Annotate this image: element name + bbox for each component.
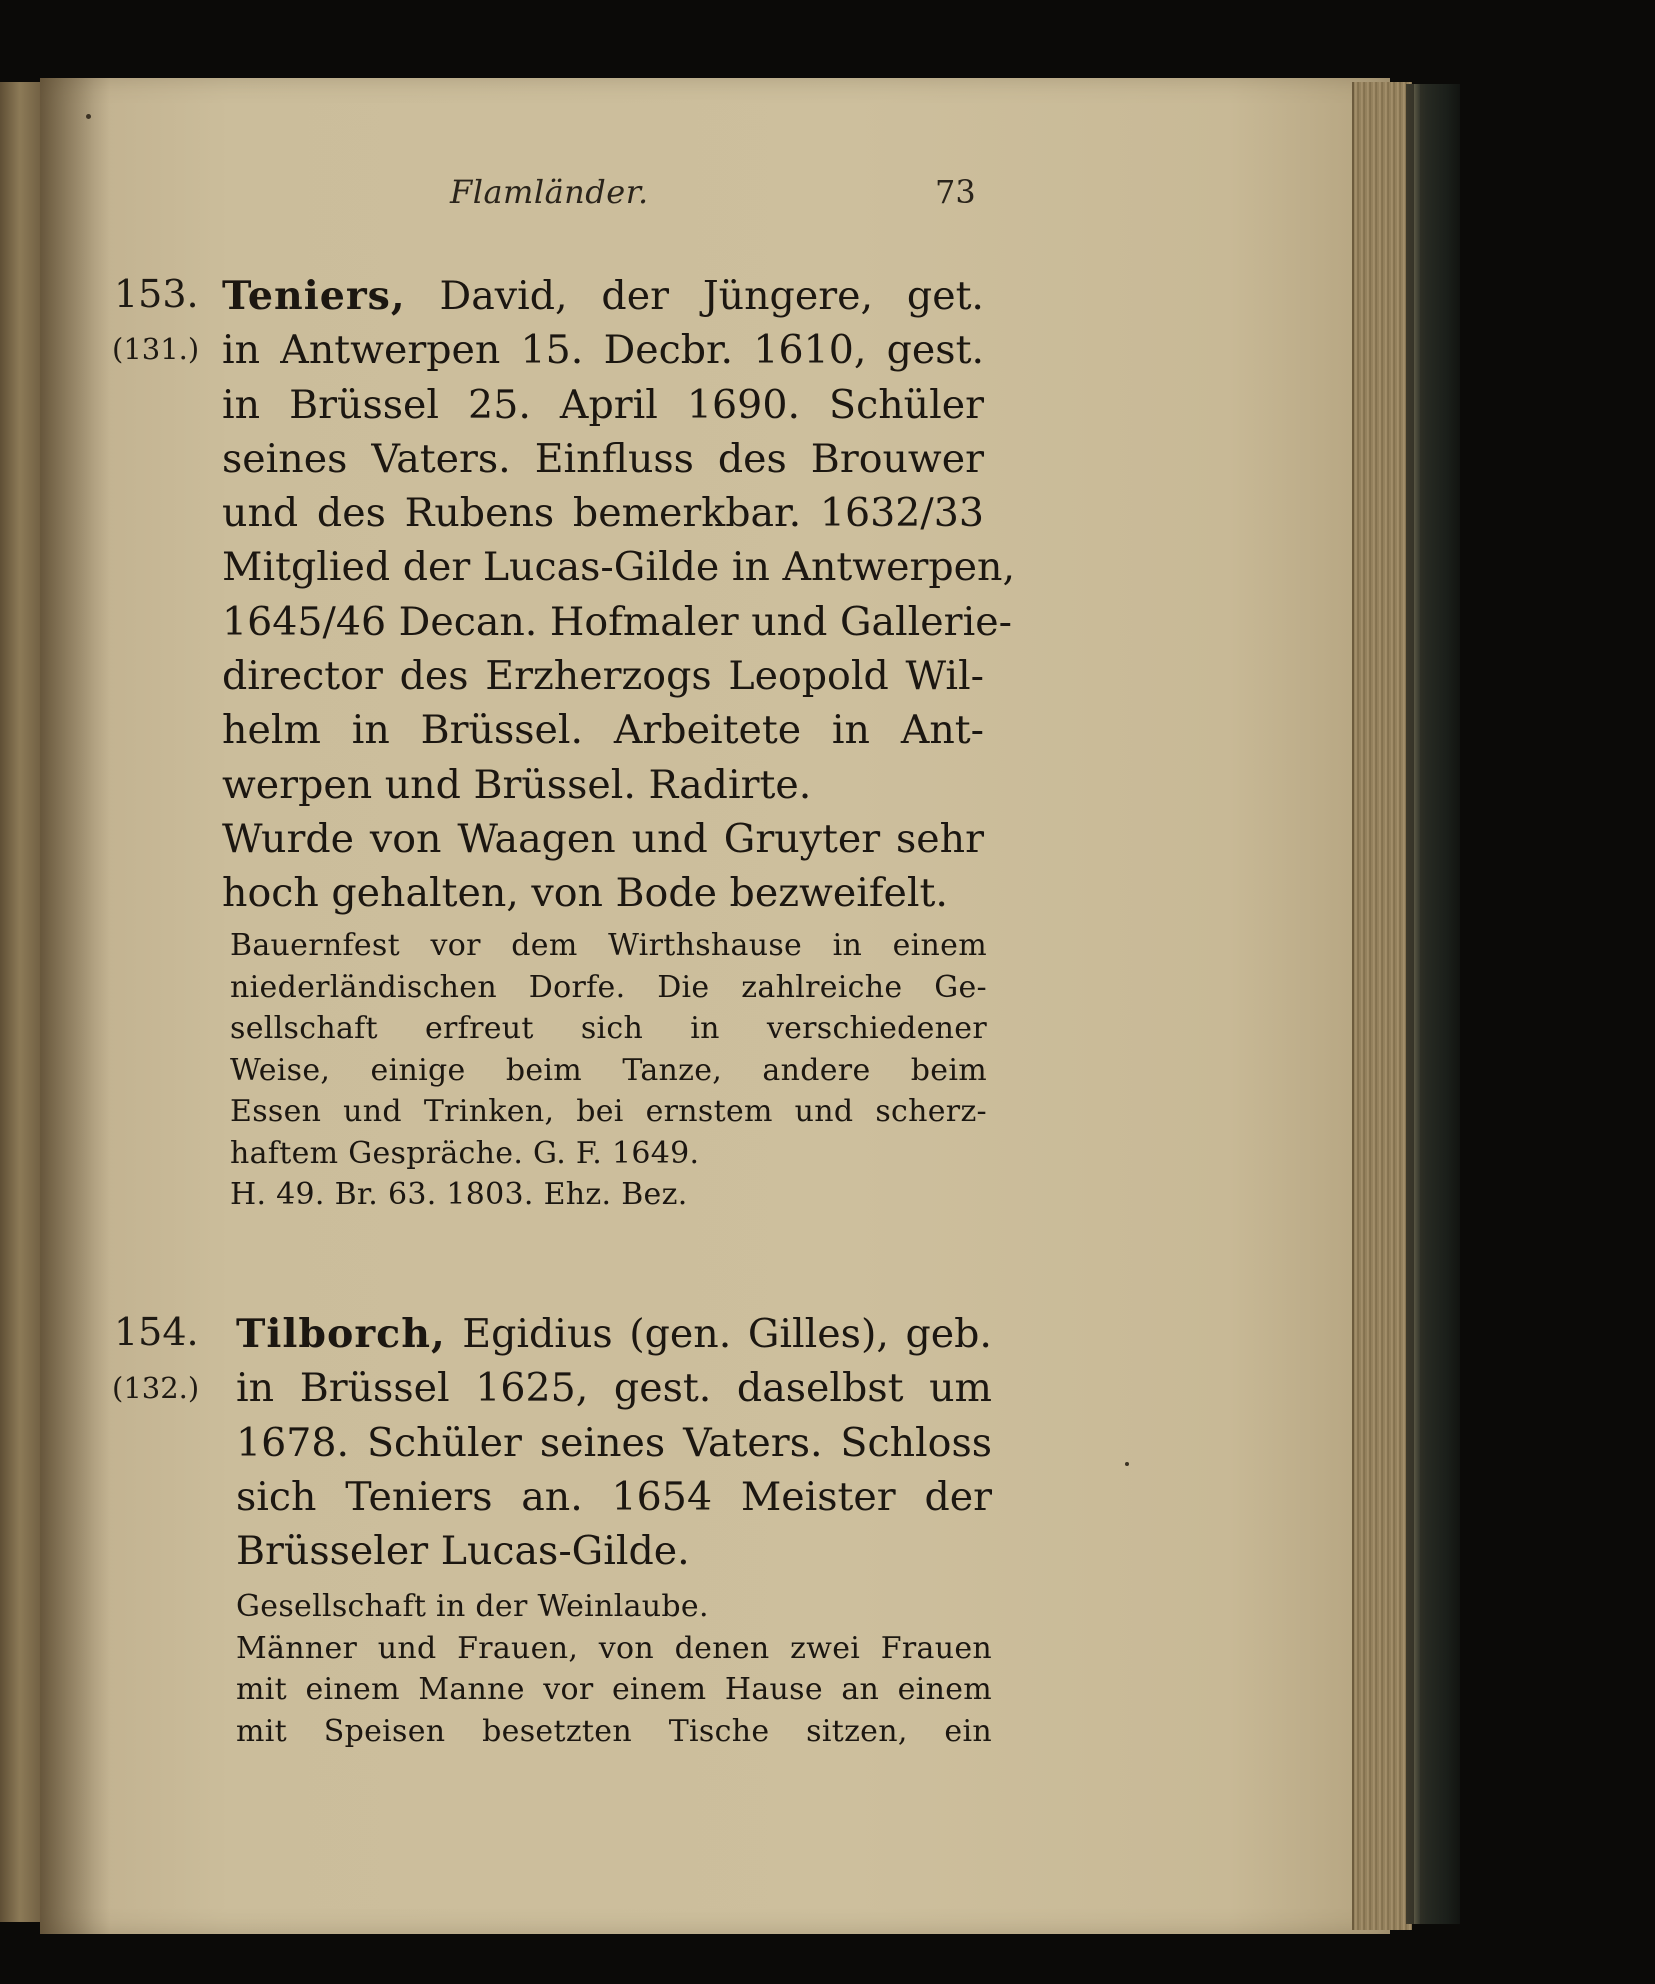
paper-speck [1125, 1462, 1129, 1466]
work-title: Gesellschaft in der Weinlaube. [236, 1589, 709, 1624]
bio-line: hoch gehalten, von Bode bezweifelt. [222, 870, 948, 917]
entry-number: 153. [114, 272, 199, 316]
work-line: mit einem Manne vor einem Hause an einem [236, 1672, 992, 1707]
work-line: mit Speisen besetzten Tische sitzen, ein [236, 1713, 992, 1749]
artist-name: Tilborch, [236, 1311, 446, 1357]
work-line: Weise, einige beim Tanze, andere beim [230, 1052, 987, 1088]
bio-line: director des Erzherzogs Leopold Wil- [222, 653, 984, 700]
paper-speck [86, 114, 91, 119]
entry-heading-line [222, 269, 984, 323]
old-entry-number: (131.) [112, 332, 200, 366]
bio-line: 1645/46 Decan. Hofmaler und Gallerie- [222, 598, 1012, 645]
heading-rest: Egidius (gen. Gilles), geb. [445, 1311, 992, 1357]
old-entry-number: (132.) [112, 1371, 200, 1405]
running-head: Flamländer. [450, 173, 649, 211]
gutter-shadow [40, 78, 110, 1934]
work-dimensions: H. 49. Br. 63. 1803. Ehz. Bez. [230, 1177, 688, 1212]
bio-line: in Brüssel 1625, gest. daselbst um [236, 1365, 992, 1412]
entry-heading-line [236, 1307, 992, 1361]
bio-line: Brüsseler Lucas-Gilde. [236, 1528, 690, 1575]
work-line: sellschaft erfreut sich in verschiedener [230, 1011, 987, 1046]
work-description [236, 1586, 992, 1752]
bio-line: helm in Brüssel. Arbeitete in Ant- [222, 707, 984, 754]
heading-rest: David, der Jüngere, get. [405, 273, 984, 319]
page-number: 73 [935, 173, 976, 211]
entry-biography [236, 1307, 992, 1578]
left-page-edge [0, 82, 44, 1922]
bio-line: sich Teniers an. 1654 Meister der [236, 1473, 992, 1520]
bio-line: Wurde von Waagen und Gruyter sehr [222, 815, 984, 862]
bio-line: seines Vaters. Einfluss des Brouwer [222, 435, 984, 482]
work-line: haftem Gespräche. G. F. 1649. [230, 1135, 700, 1171]
entry-biography [222, 269, 1016, 921]
bio-line: 1678. Schüler seines Vaters. Schloss [236, 1419, 992, 1466]
work-line: Bauernfest vor dem Wirthshause in einem [230, 928, 987, 963]
work-description [230, 925, 987, 1216]
bio-line: in Brüssel 25. April 1690. Schüler [222, 381, 984, 428]
entry-number: 154. [114, 1310, 199, 1354]
page-stack-edge [1352, 82, 1412, 1930]
bio-line: werpen und Brüssel. Radirte. [222, 761, 812, 808]
work-line: Essen und Trinken, bei ernstem und scherz- [230, 1094, 987, 1129]
bio-line: Mitglied der Lucas-Gilde in Antwerpen, [222, 544, 1016, 591]
bio-line: in Antwerpen 15. Decbr. 1610, gest. [222, 327, 984, 374]
book-cover-edge [1406, 84, 1460, 1924]
work-line: niederländischen Dorfe. Die zahlreiche Ge- [230, 969, 987, 1005]
work-line: Männer und Frauen, von denen zwei Frauen [236, 1630, 992, 1666]
bio-line: und des Rubens bemerkbar. 1632/33 [222, 490, 984, 537]
artist-name: Teniers, [222, 273, 406, 319]
